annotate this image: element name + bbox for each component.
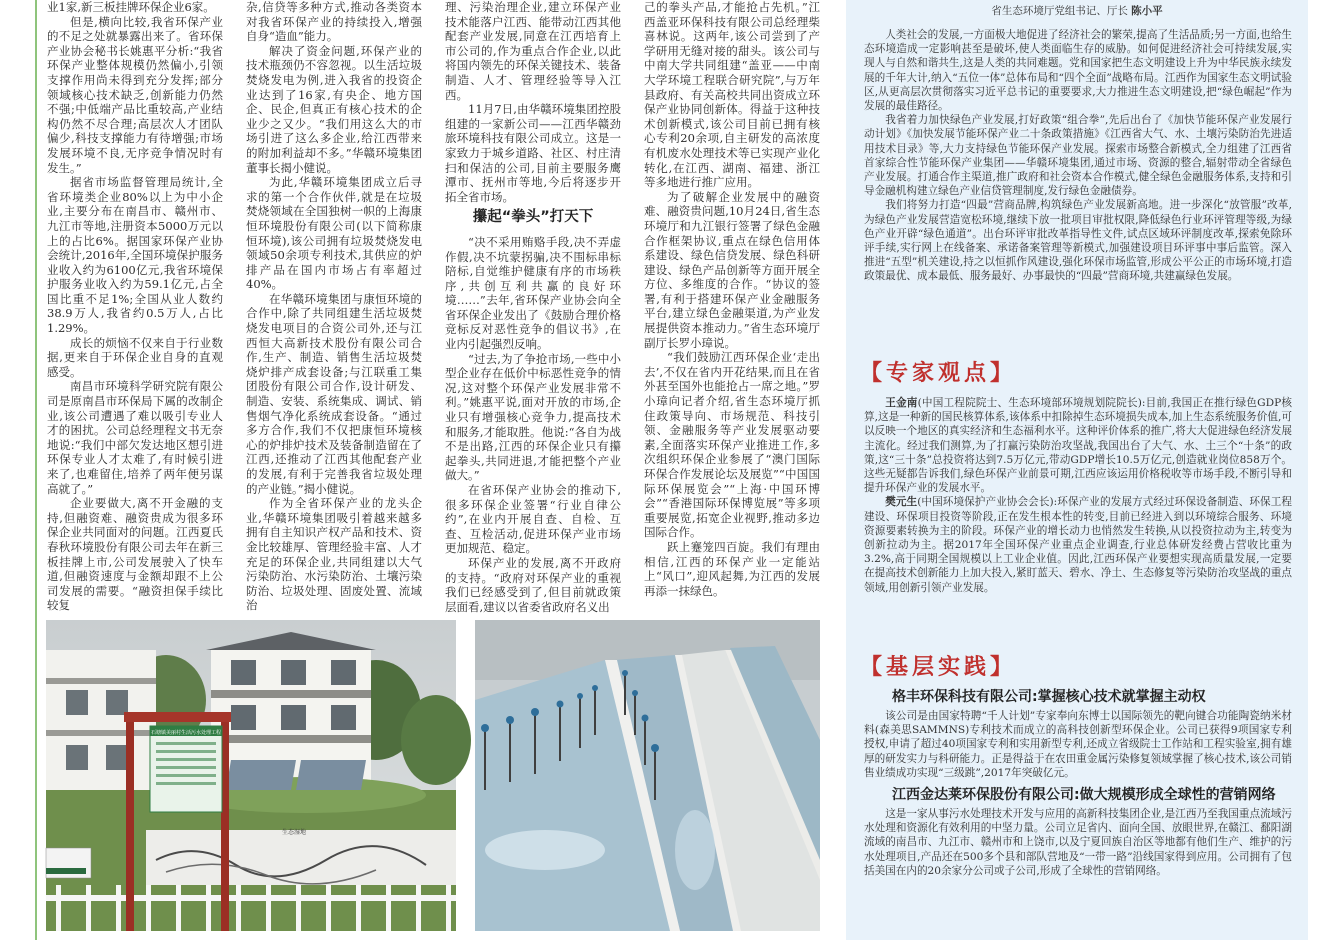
paragraph: 企业要做大,离不开金融的支持,但融资难、融资贵成为很多环保企业共同面对的问题。江西夏氏春秋环境股份有限公司去年在新三板挂牌上市,公司发展驶入了快车道,但融资速度与金额却跟不上公司发展的需要。“融资担保手续比较复 xyxy=(47,496,223,613)
paragraph: 在省环保产业协会的推动下,很多环保企业签署“行业自律公约”,在业内开展自查、自检、互查、互检活动,促进环保产业市场更加规范、稳定。 xyxy=(445,483,621,556)
paragraph: 在华赣环境集团与康恒环境的合作中,除了共同组建生活垃圾焚烧发电项目的合资公司外,还与江西恒大高新技术股份有限公司合作,生产、制造、销售生活垃圾焚烧炉排产成套设备;与江联重工集团股份有限公司合作,设计研发、制造、安装、系统集成、调试、销售烟气净化系统成套设备。“通过多方合作,我们不仅把康恒环境核心的炉排炉技术及装备制造留在了江西,还推动了江西其他配套产业的发展,有利于完善我省垃圾处理的产业链。”揭小健说。 xyxy=(246,291,422,496)
expert-text: (中国环境保护产业协会会长):环保产业的发展方式经过环保设备制造、环保工程建设、环保项目投资等阶段,正在发生根本性的转变,目前已经进入到以环境综合服务、环境资源要素转换为主的阶段。环保产业的增长动力也悄然发生转换,从以投资拉动为主,转变为创新拉动为主。据2017年全国环保产业重点企业调查,行业总体研发经费占营收比重为3.2%,高于同期全国规模以上工业企业值。因此,江西环保产业要想实现高质量发展,一定要在提高技术创新能力上加大投入,紧盯蓝天、碧水、净土、生态修复等污染防治攻坚战的重点领域,用创新引领产业发展。 xyxy=(864,496,1293,594)
grassroots-practice-heading: 【基层实践】 xyxy=(860,654,1017,680)
expert-entry xyxy=(864,396,1292,495)
village-wetland-illustration xyxy=(46,620,456,931)
village-wetland-photo xyxy=(46,620,456,931)
wetland-label: 生态湿地 xyxy=(281,829,307,836)
left-margin-rule xyxy=(35,0,37,940)
paragraph: 跃上蹇笼四百旋。我们有理由相信,江西的环保产业一定能站上“风口”,迎风起舞,为江西的发展再添一抹绿色。 xyxy=(644,539,820,598)
expert-name: 王金南 xyxy=(885,397,918,409)
paragraph: 我省着力加快绿色产业发展,打好政策“组合拳”,先后出台了《加快节能环保产业发展行动计划》《加快发展节能环保产业二十条政策措施》《江西省大气、水、土壤污染防治先进适用技术目录》等,大力支持绿色节能环保产业发展。探索市场整合新模式,全力组建了江西省首家综合性节能环保产业集团——华赣环境集团,通过市场、资源的整合,辐射带动全省绿色产业发展。打通合作主渠道,推广政府和社会资本合作模式,健全绿色金融服务体系,支持和引导金融机构建立绿色产业信贷管理制度,发行绿色金融债券。 xyxy=(864,114,1292,198)
author-role: 省生态环境厅党组书记、厅长 xyxy=(991,5,1128,17)
paragraph: 该公司是由国家特聘“千人计划”专家奉向东博士以国际领先的靶向键合功能陶瓷纳米材料(森美思SAMMNS)专利技术而成立的高科技创新型环保企业。公司已获得9项国家专利授权,申请了超过40项国家专利和实用新型专利,还成立省级院士工作站和工程实验室,拥有雄厚的研发实力与科研能力。正是得益于在农田重金属污染修复领域掌握了核心技术,该公司销售业绩成功实现“三级跳”,2017年突破亿元。 xyxy=(864,710,1292,779)
expert-name: 樊元生 xyxy=(885,496,918,509)
article-column-1 xyxy=(47,0,223,613)
paragraph: 11月7日,由华赣环境集团控股组建的一家新公司——江西华赣劲旅环境科技有限公司成立。这是一家致力于城乡道路、社区、村庄清扫和保洁的公司,目前主要服务鹰潭市、抚州市等地,今后将逐步开拓全省市场。 xyxy=(445,102,621,204)
case-body xyxy=(864,709,1292,780)
paragraph: 解决了资金问题,环保产业的技术瓶颈仍不容忽视。以生活垃圾焚烧发电为例,进入我省的投资企业达到了16家,有央企、地方国企、民企,但真正有核心技术的企业少之又少。“我们用这么大的市场引进了这么多企业,给江西带来的附加利益却不多。”华赣环境集团董事长揭小健说。 xyxy=(246,43,422,175)
paragraph: 作为全省环保产业的龙头企业,华赣环境集团吸引着越来越多拥有自主知识产权产品和技术、资金比较雄厚、管理经验丰富、人才充足的环保企业,共同组建以大气污染防治、水污染防治、土壤污染防治、垃圾处理、固废处置、流域治 xyxy=(246,496,422,613)
author-byline xyxy=(846,3,1308,18)
case-body xyxy=(864,807,1292,878)
expert-entry xyxy=(864,495,1292,594)
expert-views-heading: 【专家观点】 xyxy=(860,360,1017,386)
author-name: 陈小平 xyxy=(1131,5,1163,17)
treatment-channels-illustration xyxy=(475,620,820,931)
paragraph: “过去,为了争抢市场,一些中小型企业存在低价中标恶性竞争的情况,这对整个环保产业发展非常不利。”姚惠平说,面对开放的市场,企业只有增强核心竞争力,提高技术和服务,才能取胜。他说:“各自为战不是出路,江西的环保企业只有攥起拳头,共同进退,才能把整个产业做大。” xyxy=(445,351,621,483)
case-title: 江西金达莱环保股份有限公司:做大规模形成全球性的营销网络 xyxy=(892,787,1276,804)
paragraph: 人类社会的发展,一方面极大地促进了经济社会的繁荣,提高了生活品质;另一方面,也给生态环境造成一定影响甚至是破坏,使人类面临生存的威胁。如何促进经济社会可持续发展,实现人与自然和谐共生,这是人类的共同难题。党和国家把生态文明建设上升为中华民族永续发展的千年大计,纳入“五位一体”总体布局和“四个全面”战略布局。江西作为国家生态文明试验区,从更高层次贯彻落实习近平总书记的重要要求,大力推进生态文明建设,把“绿色崛起”作为发展的最佳路径。 xyxy=(864,29,1292,113)
paragraph: 为此,华赣环境集团成立后寻求的第一个合作伙伴,就是在垃圾焚烧领域在全国独树一帜的上海康恒环境股份有限公司(以下简称康恒环境),该公司拥有垃圾焚烧发电领域50余项专利技术,其供应的炉排产品在国内市场占有率超过40%。 xyxy=(246,175,422,292)
paragraph: 这是一家从事污水处理技术开发与应用的高新科技集团企业,是江西乃至我国重点流域污水处理和资源化有效利用的中坚力量。公司立足省内、面向全国、放眼世界,在赣江、鄱阳湖流域的南昌市、九江市、赣州市和上饶市,以及宁夏回族自治区等地都有他们生产、维护的污水处理项目,产品还在500多个县和部队营地及“一带一路”沿线国家得到应用。公司拥有了包括美国在内的20余家分公司或子公司,形成了全球性的营销网络。 xyxy=(864,808,1292,877)
paragraph: 成长的烦恼不仅来自于行业数据,更来自于环保企业自身的直观感受。 xyxy=(47,335,223,379)
paragraph: 我们将努力打造“四最”营商品牌,构筑绿色产业发展新高地。进一步深化“放管服”改革,为绿色产业发展营造宽松环境,继续下放一批项目审批权限,降低绿色行业环评管理等级,为绿色产业开辟“绿色通道”。出台环评审批改革指导性文件,试点区域环评制度改革,探索免除环评手续,实行网上在线备案、承诺备案管理等新模式,加强建设项目环评事中事后监管。深入推进“五型”机关建设,持之以恒抓作风建设,强化环保市场监管,形成公平公正的市场环境,打造政策最优、成本最低、服务最好、办事最快的“四最”营商环境,共建赢绿色发展。 xyxy=(864,199,1292,283)
article-column-3 xyxy=(445,0,621,614)
case-studies xyxy=(864,688,1292,878)
sign-title: 石塘镇美丽村生活污水处理工程 xyxy=(150,730,222,736)
paragraph: 为了破解企业发展中的融资难、融资贵问题,10月24日,省生态环境厅和九江银行签署了绿色金融合作框架协议,重点在绿色信用体系建设、绿色信贷发展、绿色科研建设、绿色产品创新等方面开展全方位、多维度的合作。“协议的签署,有利于搭建环保产业金融服务平台,建立绿色金融渠道,为产业发展提供资本推动力。”省生态环境厅副厅长罗小璋说。 xyxy=(644,189,820,350)
paragraph: 己的拳头产品,才能抢占先机。”江西盖亚环保科技有限公司总经理柴喜林说。这两年,该公司尝到了产学研用无缝对接的甜头。该公司与中南大学共同组建“盖亚——中南大学环境工程联合研究院”,与万年县政府、有关高校共同出资成立环保产业协同创新体。得益于这种技术创新模式,该公司目前已拥有核心专利20余项,自主研发的高浓度有机废水处理技术等已实现产业化转化,在江西、湖南、福建、浙江等多地进行推广应用。 xyxy=(644,0,820,190)
paragraph: 据省市场监督管理局统计,全省环境类企业80%以上为中小企业,主要分布在南昌市、赣州市、九江市等地,注册资本5000万元以上的占比6%。据国家环保产业协会统计,2016年,全国环境保护服务业收入约为6100亿元,我省环境保护服务业收入约为59.1亿元,占全国比重不足1%;全国从业人数约38.9万人,我省约0.5万人,占比1.29%。 xyxy=(47,175,223,336)
paragraph: “我们鼓励江西环保企业‘走出去’,不仅在省内开花结果,而且在省外甚至国外也能抢占一席之地。”罗小璋向记者介绍,省生态环境厅抓住政策导向、市场规范、科技引领、金融服务等产业发展驱动要素,全面落实环保产业推进工作,多次组织环保企业参展了“澳门国际环保合作发展论坛及展览”“中国国际环保展览会”“上海·中国环博会”“香港国际环保博览展”等多项重要展览,拓宽企业视野,推动多边国际合作。 xyxy=(644,350,820,540)
paragraph: 业1家,新三板挂牌环保企业6家。 xyxy=(47,0,215,14)
paragraph: 南昌市环境科学研究院有限公司是原南昌市环保局下属的改制企业,该公司遭遇了难以吸引专业人才的困扰。公司总经理程文书无奈地说:“我们中部欠发达地区想引进环保专业人才太难了,有时候引进来了,也难留住,培养了两年便另谋高就了。” xyxy=(47,379,223,496)
commentary-body xyxy=(864,28,1292,284)
case-title: 格丰环保科技有限公司:掌握核心技术就掌握主动权 xyxy=(892,689,1206,705)
article-column-2 xyxy=(246,0,422,613)
expert-text: (中国工程院院士、生态环境部环境规划院院长):目前,我国正在推行绿色GDP核算,这是一种新的国民核算体系,该体系中扣除掉生态环境损失成本,加上生态系统服务价值,可以反映一个地区的真实经济和生态福利水平。这种评价体系的推广,将大大促进绿色经济发展主流化。经过我们测算,为了打赢污染防治攻坚战,我国出台了大气、水、土三个“十条”的政策,这“三十条”总投资将达到7.5万亿元,带动GDP增长10.5万亿元,创造就业岗位858万个。这些无疑都告诉我们,绿色环保产业前景可期,江西应该运用价格税收等市场手段,不断引导和提升环保产业的发展水平。 xyxy=(864,397,1293,495)
commentary-sidebar xyxy=(846,0,1308,940)
paragraph: “决不采用贿赂手段,决不弄虚作假,决不坑蒙拐骗,决不围标串标陪标,自觉维护健康有序的市场秩序,共创互利共赢的良好环境……”去年,省环保产业协会向全省环保企业发出了《鼓励合理价格竞标反对恶性竞争的倡议书》,在业内引起强烈反响。 xyxy=(445,234,621,352)
treatment-channels-photo xyxy=(475,620,820,931)
expert-views-body xyxy=(864,396,1292,595)
paragraph: 理、污染治理企业,建立环保产业技术能落户江西、能带动江西其他配套产业发展,同意在江西培育上市公司的,作为重点合作企业,以此将国内领先的环保关键技术、装备制造、人才、管理经验等导入江西。 xyxy=(445,0,621,102)
section-subheading: 攥起“拳头”打天下 xyxy=(472,209,594,226)
article-column-4 xyxy=(644,0,820,598)
paragraph: 杂,信贷等多种方式,推动各类资本对我省环保产业的持续投入,增强自身“造血”能力。 xyxy=(246,0,422,44)
paragraph: 但是,横向比较,我省环保产业的不足之处就暴露出来了。省环保产业协会秘书长姚惠平分析:“我省环保产业整体规模仍然偏小,引领支撑作用尚未得到充分发挥;部分领域核心技术缺乏,创新能力仍然不强;中低端产品比重较高,产业结构仍然不尽合理;高层次人才团队偏少,科技支撑能力有待增强;市场发展环境不良,无序竞争情况时有发生。” xyxy=(47,14,223,175)
paragraph: 环保产业的发展,离不开政府的支持。“政府对环保产业的重视我们已经感受到了,但目前就政策层面看,建议以省委省政府名义出 xyxy=(445,555,621,614)
